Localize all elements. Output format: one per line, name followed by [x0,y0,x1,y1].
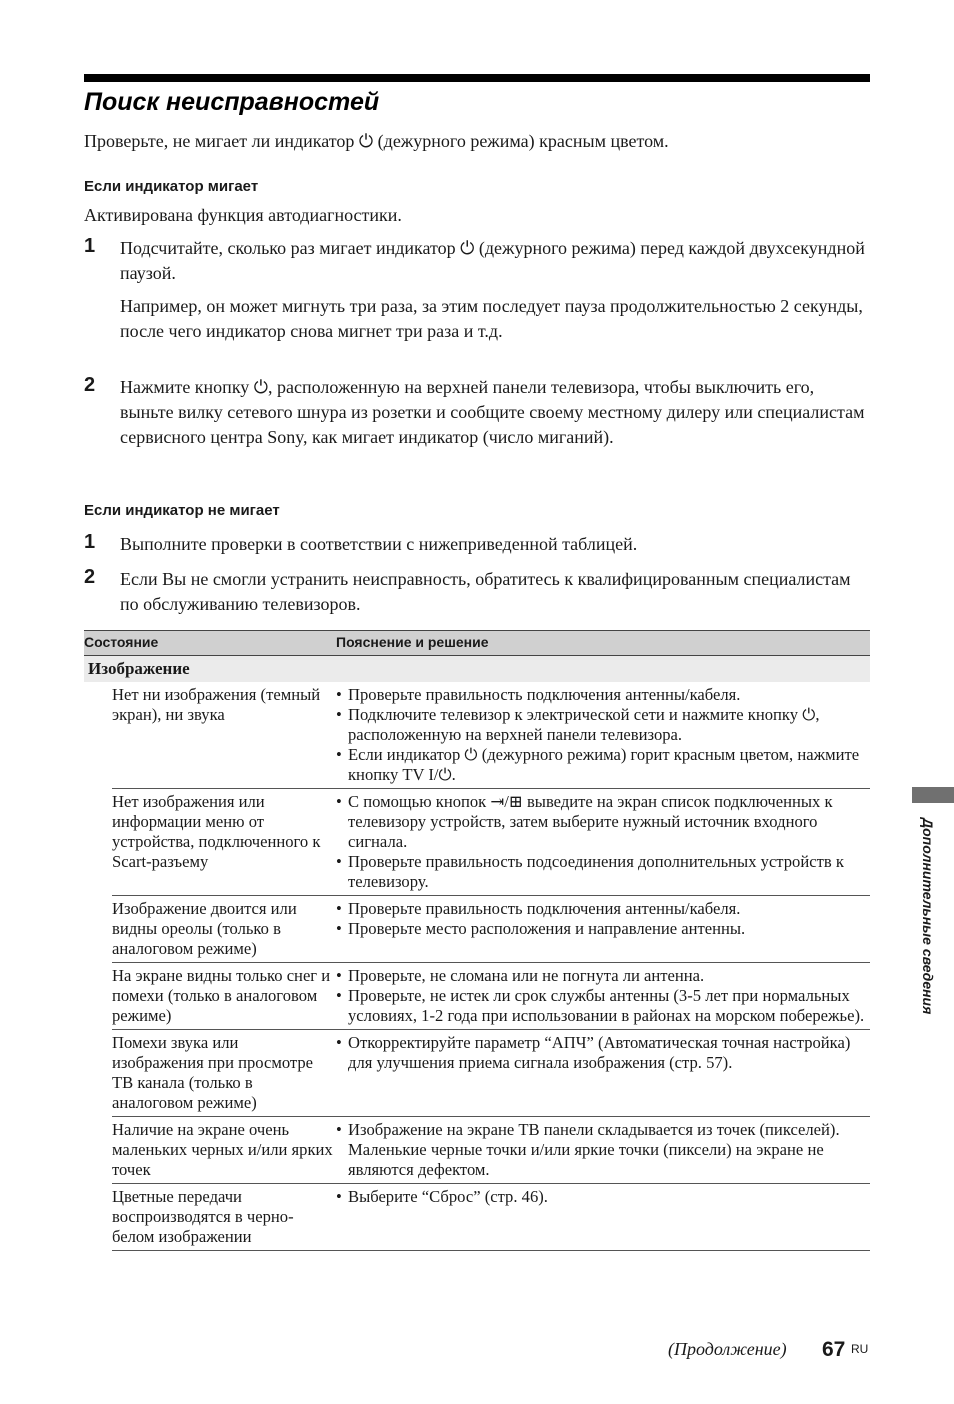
table-row [112,896,870,963]
table-row [112,682,870,789]
blinking-heading: Если индикатор мигает [84,178,259,195]
title-rule [84,74,870,82]
continued-note: (Продолжение) [668,1339,787,1359]
table-section-title: Изображение [84,656,870,682]
condition-cell: Нет изображения или информации меню от устройства, подключенного к Scart-разъему [112,792,321,871]
page-title: Поиск неисправностей [84,88,380,116]
solution-item: • С помощью кнопок ⇥/⊞ выведите на экран список подключенных к телевизору устройств, затем выберите нужный источник входного сигнала. [336,792,833,851]
step-number: 2 [84,374,96,396]
condition-cell: Нет ни изображения (темный экран), ни звука [112,685,321,724]
solution-cell [336,966,870,1026]
solution-item: • Выберите “Сброс” (стр. 46). [336,1187,548,1206]
blinking-lead: Активирована функция автодиагностики. [84,205,402,225]
table-header [84,630,870,656]
solution-item: • Откорректируйте параметр “АПЧ” (Автоматическая точная настройка) для улучшения приема сигнала изображения (стр. 57). [336,1033,851,1072]
solution-item: • Проверьте место расположения и направление антенны. [336,919,746,938]
step-number: 1 [84,531,96,553]
solution-item: • Проверьте правильность подключения антенны/кабеля. [336,685,741,704]
table-row [112,963,870,1030]
condition-cell: Цветные передачи воспроизводятся в черно-белом изображении [112,1187,294,1246]
step-text: Если Вы не смогли устранить неисправность, обратитесь к квалифицированным специалистам по обслуживанию телевизоров. [120,569,851,614]
side-section-label: Дополнительные сведения [920,818,936,1015]
condition-cell: Помехи звука или изображения при просмотре ТВ канала (только в аналоговом режиме) [112,1033,314,1112]
column-header-solution: Пояснение и решение [336,634,489,650]
solution-item: • Подключите телевизор к электрической сети и нажмите кнопку ⏻, расположенную на верхней панели телевизора. [336,705,820,744]
solution-cell [336,685,870,785]
side-tab-marker [912,787,954,803]
condition-cell: Изображение двоится или видны ореолы (только в аналоговом режиме) [112,899,297,958]
step-note: Например, он может мигнуть три раза, за этим последует пауза продолжительностью 2 секунды, после чего индикатор снова мигнет три раза и т.д. [120,296,863,341]
step-text: Выполните проверки в соответствии с нижеприведенной таблицей. [120,534,638,554]
not-blinking-heading: Если индикатор не мигает [84,502,280,519]
table-row [112,1030,870,1117]
step-number: 1 [84,235,96,257]
troubleshooting-table [84,630,870,1251]
intro-text: Проверьте, не мигает ли индикатор ⏻ (дежурного режима) красным цветом. [84,131,669,151]
solution-cell [336,792,870,892]
table-row [112,1117,870,1184]
solution-item: • Проверьте, не сломана или не погнута ли антенна. [336,966,705,985]
page-language-code: RU [851,1342,869,1356]
table-row [112,789,870,896]
solution-item: • Проверьте правильность подсоединения дополнительных устройств к телевизору. [336,852,844,891]
table-row [112,1184,870,1251]
solution-cell [336,1120,870,1180]
step-number: 2 [84,566,96,588]
solution-item: • Проверьте правильность подключения антенны/кабеля. [336,899,741,918]
condition-cell: Наличие на экране очень маленьких черных и/или ярких точек [112,1120,333,1179]
solution-item: • Проверьте, не истек ли срок службы антенны (3-5 лет при нормальных условиях, 1-2 года при использовании в районах на морском побережье). [336,986,865,1025]
column-header-condition: Состояние [84,634,159,650]
step-text: Подсчитайте, сколько раз мигает индикатор ⏻ (дежурного режима) перед каждой двухсекундной паузой. [120,238,865,283]
solution-cell [336,899,870,959]
page-number: 67 [822,1338,846,1361]
solution-item: • Изображение на экране ТВ панели складывается из точек (пикселей). Маленькие черные точки и/или яркие точки (пиксели) на экране не являются дефектом. [336,1120,840,1179]
solution-item: • Если индикатор ⏻ (дежурного режима) горит красным цветом, нажмите кнопку TV I/⏻. [336,745,860,784]
condition-cell: На экране видны только снег и помехи (только в аналоговом режиме) [112,966,331,1025]
solution-cell [336,1187,870,1247]
solution-cell [336,1033,870,1113]
step-text: Нажмите кнопку ⏻, расположенную на верхней панели телевизора, чтобы выключить его, выньте вилку сетевого шнура из розетки и сообщите своему местному дилеру или специалистам сервисного центра Sony, как мигает индикатор (число миганий). [120,377,865,447]
